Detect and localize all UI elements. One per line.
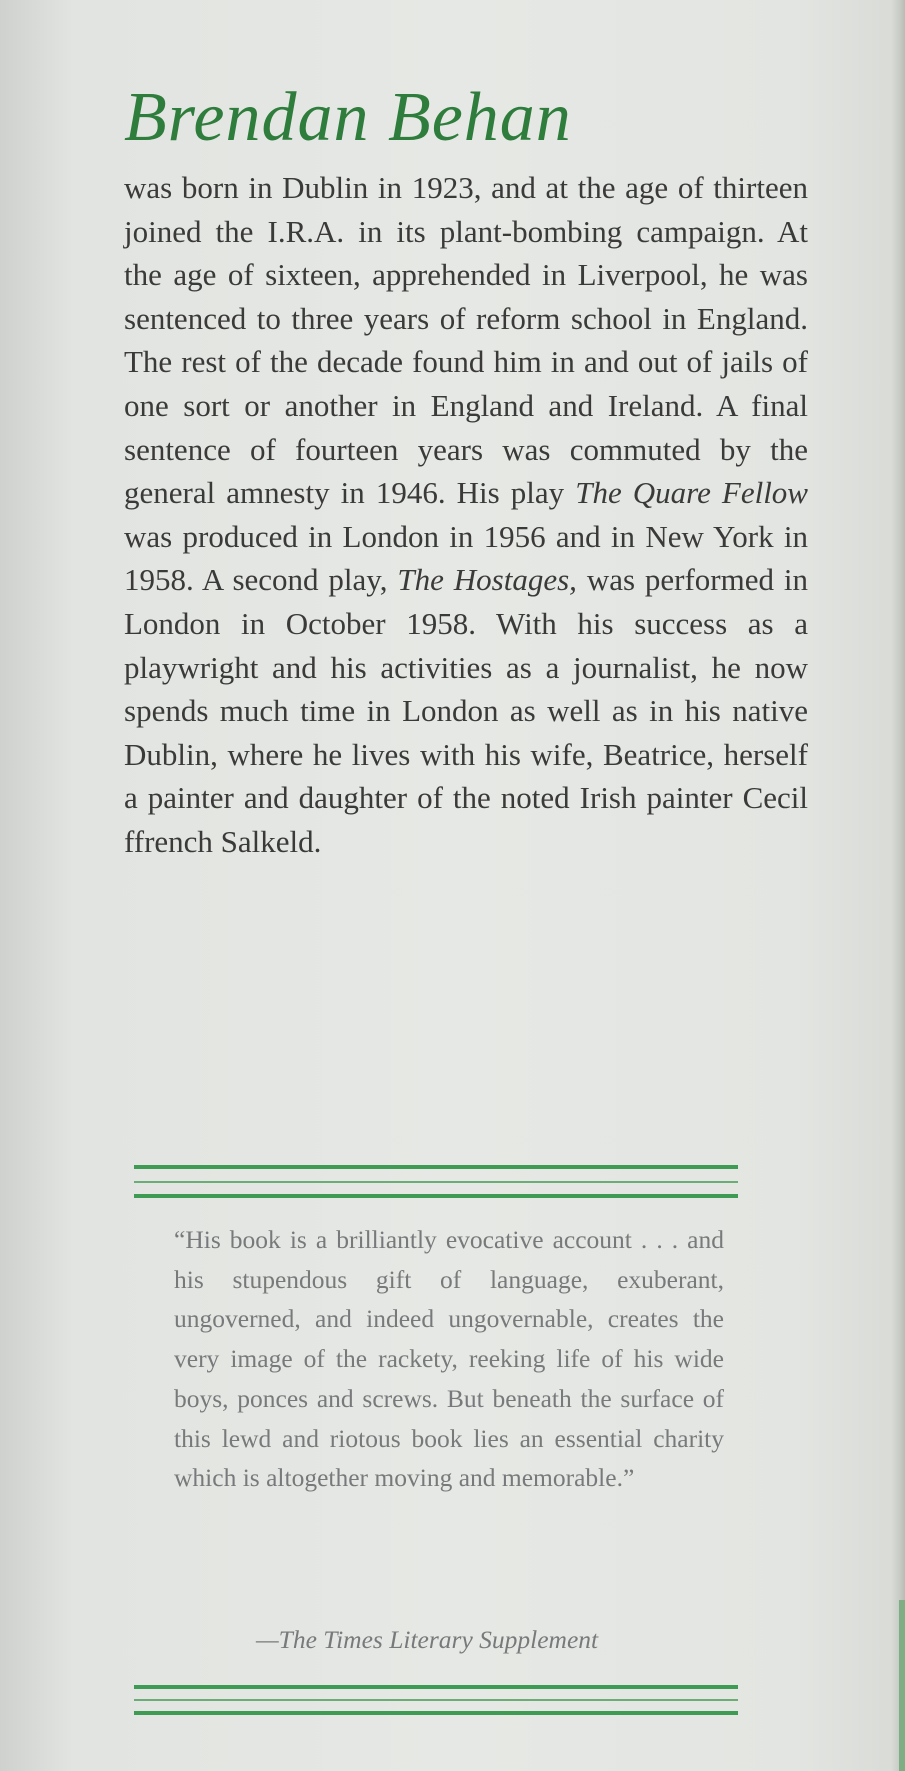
author-biography xyxy=(124,166,808,864)
review-attribution: —The Times Literary Supplement xyxy=(256,1625,599,1654)
bio-text-2: was produced in London in 1956 and in New York in 1958. A second play, xyxy=(124,518,808,598)
divider-line xyxy=(134,1194,738,1198)
spine-green-strip xyxy=(899,1600,905,1771)
jacket-fold-edge xyxy=(891,0,905,1771)
play-title-hostages: The Hostages, xyxy=(397,562,577,598)
divider-line xyxy=(134,1181,738,1183)
bio-text-3: was performed in London in October 1958. With his success as a playwright and his activities as a journalist, he now spends much time in London as well as in his native Dublin, where he lives with his wife, Beatrice, herself a painter and daughter of the noted Irish painter Cecil ffrench Salkeld. xyxy=(124,562,808,859)
divider-line xyxy=(134,1699,738,1701)
divider-line xyxy=(134,1685,738,1689)
play-title-quare-fellow: The Quare Fellow xyxy=(575,475,808,511)
author-name: Brendan Behan xyxy=(124,79,572,156)
divider-line xyxy=(134,1165,738,1169)
divider-line xyxy=(134,1711,738,1715)
review-quote: “His book is a brilliantly evocative account . . . and his stupendous gift of language, exuberant, ungoverned, and indeed ungovernable, creates the very image of the rackety, reeking life of his wide boys, ponces and screws. But beneath the surface of this lewd and riotous book lies an essential charity which is altogether moving and memorable.” xyxy=(174,1225,724,1493)
bio-text-1: was born in Dublin in 1923, and at the age of thirteen joined the I.R.A. in its plant-bombing campaign. At the age of sixteen, apprehended in Liverpool, he was sentenced to three years of reform school in England. The rest of the decade found him in and out of jails of one sort or another in England and Ireland. A final sentence of fourteen years was commuted by the general amnesty in 1946. His play xyxy=(124,170,808,511)
